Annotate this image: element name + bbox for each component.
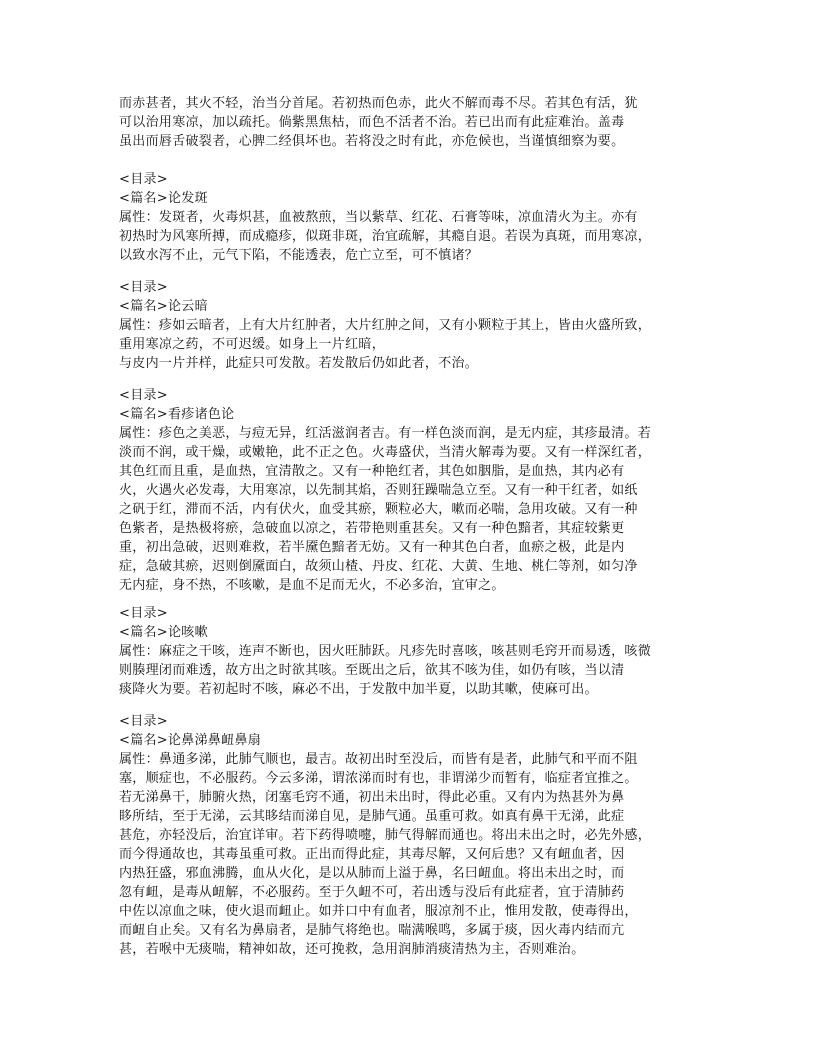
section-zhen-se [119,386,699,595]
chapter-title: <篇名>论咳嗽 [119,625,208,640]
text-line: 属性：麻症之干咳，连声不断也，因火旺肺跃。凡疹先时喜咳，咳甚则毛窍开而易透，咳微 [119,644,652,659]
toc-marker: <目录> [119,172,168,187]
text-line: 塞，顺症也，不必服药。今云多涕，谓浓涕而时有也，非谓涕少而暂有，临症者宜推之。 [119,771,638,786]
text-line: 痰降火为要。若初起时不咳，麻必不出，于发散中加半夏，以助其嗽，使麻可出。 [119,682,598,697]
text-line: 则腠理闭而难透，故方出之时欲其咳。至既出之后，欲其不咳为佳，如仍有咳，当以清 [119,663,625,678]
text-line: 重，初出急破，迟则难救，若半黡色黯者无妨。又有一种其色白者，血瘀之极，此是内 [119,540,625,555]
section-yun-an [119,278,699,373]
text-line: 火，火遇火必发毒，大用寒凉，以先制其焰，否则狂躁喘急立至。又有一种干红者，如纸 [119,483,638,498]
text-line: 属性：疹色之美恶，与痘无异，红活滋润者吉。有一样色淡而润，是无内症，其疹最清。若 [119,426,652,441]
section-fa-ban [119,170,699,265]
toc-marker: <目录> [119,280,168,295]
text-line: 之矾于红，滞而不活，内有伏火，血受其瘀，颗粒必大，嗽而必喘，急用攻破。又有一种 [119,502,638,517]
text-line: 而今得通故也，其毒虽重可救。正出而得此症，其毒尽解，又何后患？又有衄血者，因 [119,847,625,862]
chapter-title: <篇名>论云暗 [119,299,208,314]
chapter-title: <篇名>论发斑 [119,191,208,206]
text-line: 症，急破其瘀，迟则倒黡面白，故须山楂、丹皮、红花、大黄、生地、桃仁等剂，如匀净 [119,559,638,574]
text-line: 虽出而唇舌破裂者，心脾二经俱坏也。若将没之时有此，亦危候也，当谨慎细察为要。 [119,134,625,149]
text-line: 淡而不润，或干燥，或嫩艳，此不正之色。火毒盛伏，当清火解毒为要。又有一样深红者， [119,445,652,460]
toc-marker: <目录> [119,606,168,621]
toc-marker: <目录> [119,714,168,729]
section-ke-sou [119,604,699,699]
text-line [119,959,699,978]
text-line: 重用寒凉之药，不可迟缓。如身上一片红暗， [119,337,386,352]
text-line: 中佐以凉血之味，使火退而衄止。如并口中有血者，服凉剂不止，惟用发散，使毒得出， [119,904,638,919]
text-line: 而衄自止矣。又有名为鼻扇者，是肺气将绝也。喘满喉鸣，多属于痰，因火毒内结而亢 [119,923,625,938]
text-line: 可以治用寒凉，加以疏托。倘紫黑焦枯，而色不活者不治。若已出而有此症难治。盖毒 [119,115,625,130]
text-line: 甚危，亦轻没后，治宜详审。若下药得喷嚏，肺气得解而通也。将出未出之时，必先外感， [119,828,652,843]
text-line [119,978,699,997]
text-line: 甚，若喉中无痰喘，精神如故，还可挽救，急用润肺消痰清热为主，否则难治。 [119,942,585,957]
text-line: 若无涕鼻干，肺腑火热，闭塞毛窍不通，初出未出时，得此必重。又有内为热甚外为鼻 [119,790,625,805]
text-line: 属性：发斑者，火毒炽甚，血被熬煎，当以紫草、红花、石膏等味，凉血清火为主。亦有 [119,210,638,225]
text-line: 色紫者，是热极将瘀，急破血以凉之，若带艳则重甚矣。又有一种色黯者，其症较紫更 [119,521,625,536]
text-line: 忽有衄，是毒从衄解，不必服药。至于久衄不可，若出透与没后有此症者，宜于清肺药 [119,885,625,900]
toc-marker: <目录> [119,388,168,403]
section-0 [119,94,699,151]
text-line: 而赤甚者，其火不轻，治当分首尾。若初热而色赤，此火不解而毒不尽。若其色有活，犹 [119,96,638,111]
text-line: 内热狂盛，邪血沸腾，血从火化，是以从肺而上溢于鼻，名曰衄血。将出未出之时，而 [119,866,625,881]
text-line: 初热时为风寒所搏，而成瘾疹，似斑非斑，治宜疏解，其瘾自退。若误为真斑，而用寒凉， [119,229,652,244]
text-line: 属性：鼻通多涕，此肺气顺也，最吉。故初出时至没后，而皆有是者，此肺气和平而不阻 [119,752,638,767]
chapter-title: <篇名>论鼻涕鼻衄鼻扇 [119,733,262,748]
section-bi-ti [119,712,699,997]
text-line: 其色红而且重，是血热，宜清散之。又有一种艳红者，其色如胭脂，是血热，其内必有 [119,464,625,479]
chapter-title: <篇名>看疹诸色论 [119,407,235,422]
text-line: 无内症，身不热，不咳嗽，是血不足而无火，不必多治，宜审之。 [119,578,505,593]
text-line: 以致水泻不止，元气下陷，不能透表，危亡立至，可不慎诸？ [119,248,479,263]
text-line: 眵所结，至于无涕，云其眵结而涕自见，是肺气通。虽重可救。如真有鼻干无涕，此症 [119,809,625,824]
text-line: 属性：疹如云暗者，上有大片红肿者，大片红肿之间，又有小颗粒于其上，皆由火盛所致， [119,318,652,333]
text-line: 与皮内一片并样，此症只可发散。若发散后仍如此者，不治。 [119,356,479,371]
